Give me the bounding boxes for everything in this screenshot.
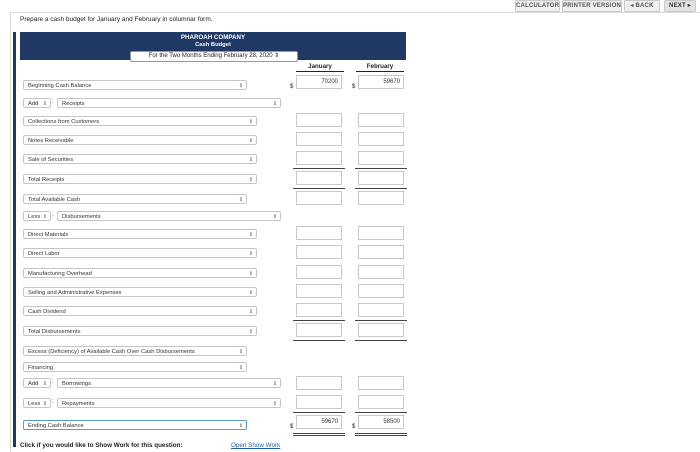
row-label: Ending Cash Balance <box>28 423 84 429</box>
row-label: Excess (Deficiency) of Available Cash Over Cash Disbursements <box>28 349 195 355</box>
add-operator-select[interactable] <box>23 98 51 108</box>
colon-separator: : <box>52 379 54 385</box>
operator-label: Less <box>28 401 41 407</box>
row-label: Receipts <box>62 101 85 107</box>
row-label: Financing <box>28 365 54 371</box>
excess-deficiency-select[interactable] <box>23 346 247 356</box>
total-available-jan-input[interactable] <box>296 191 342 205</box>
row-label: Direct Materials <box>28 232 69 238</box>
notes-feb-input[interactable] <box>358 132 404 146</box>
question-text: Prepare a cash budget for January and February in columnar form. <box>20 16 213 23</box>
subtotal-rule <box>293 168 345 169</box>
total-disb-feb-input[interactable] <box>358 323 404 337</box>
selling-feb-input[interactable] <box>358 284 404 298</box>
subtotal-rule <box>293 340 345 341</box>
beginning-cash-feb-input[interactable]: 59670 <box>358 75 404 89</box>
row-label: Disbursements <box>62 214 101 220</box>
total-disb-jan-input[interactable] <box>296 323 342 337</box>
cash-dividend-select[interactable] <box>23 306 257 316</box>
disbursements-select[interactable] <box>57 211 281 221</box>
borrowings-select[interactable] <box>57 378 281 388</box>
subtotal-rule <box>355 412 407 413</box>
chevron-updown-icon: ⇕ <box>272 101 277 107</box>
chevron-updown-icon: ⇕ <box>42 214 47 220</box>
repayments-select[interactable] <box>57 398 281 408</box>
subtotal-rule <box>293 320 345 321</box>
materials-feb-input[interactable] <box>358 226 404 240</box>
collections-select[interactable] <box>23 116 257 126</box>
operator-label: Add <box>28 101 39 107</box>
manufacturing-overhead-select[interactable] <box>23 268 257 278</box>
double-rule <box>355 435 407 436</box>
notes-receivable-select[interactable] <box>23 135 257 145</box>
double-rule <box>355 433 407 434</box>
total-receipts-feb-input[interactable] <box>358 171 404 185</box>
subtotal-rule <box>355 168 407 169</box>
beginning-cash-select[interactable] <box>23 80 247 90</box>
chevron-updown-icon: ⇕ <box>248 177 253 183</box>
next-button[interactable]: NEXT ▸ <box>664 0 696 12</box>
row-label: Notes Receivable <box>28 138 74 144</box>
overhead-jan-input[interactable] <box>296 265 342 279</box>
chevron-updown-icon: ⇕ <box>248 271 253 277</box>
colon-separator: : <box>52 212 54 218</box>
collections-jan-input[interactable] <box>296 113 342 127</box>
chevron-updown-icon: ⇕ <box>238 365 243 371</box>
period-select[interactable] <box>130 51 298 62</box>
open-show-work-link[interactable]: Open Show Work <box>231 442 281 449</box>
dollar-sign: $ <box>290 424 294 430</box>
add-operator-select-2[interactable] <box>23 378 51 388</box>
row-label: Sale of Securities <box>28 157 74 163</box>
double-rule <box>293 435 345 436</box>
column-rule <box>356 71 404 72</box>
borrowings-feb-input[interactable] <box>358 376 404 390</box>
row-label: Manufacturing Overhead <box>28 271 92 277</box>
labor-jan-input[interactable] <box>296 245 342 259</box>
company-name: PHAROAH COMPANY <box>180 34 246 41</box>
chevron-updown-icon: ⇕ <box>248 251 253 257</box>
row-label: Total Available Cash <box>28 197 81 203</box>
chevron-updown-icon: ⇕ <box>274 53 280 59</box>
dividend-feb-input[interactable] <box>358 303 404 317</box>
budget-title: Cash Budget <box>195 42 231 48</box>
chevron-updown-icon: ⇕ <box>248 309 253 315</box>
chevron-updown-icon: ⇕ <box>238 83 243 89</box>
column-january: January <box>308 63 332 70</box>
chevron-updown-icon: ⇕ <box>248 119 253 125</box>
chevron-updown-icon: ⇕ <box>272 401 277 407</box>
double-rule <box>293 433 345 434</box>
chevron-updown-icon: ⇕ <box>248 157 253 163</box>
less-operator-select-2[interactable] <box>23 398 51 408</box>
receipts-select[interactable] <box>57 98 281 108</box>
subtotal-rule <box>355 320 407 321</box>
notes-jan-input[interactable] <box>296 132 342 146</box>
overhead-feb-input[interactable] <box>358 265 404 279</box>
row-label: Collections from Customers <box>28 119 100 125</box>
chevron-updown-icon: ⇕ <box>238 423 243 429</box>
chevron-updown-icon: ⇕ <box>272 381 277 387</box>
financing-select[interactable] <box>23 362 247 372</box>
beginning-cash-jan-input[interactable]: 70200 <box>296 75 342 89</box>
total-receipts-select[interactable] <box>23 174 257 184</box>
row-label: Borrowings <box>62 381 91 387</box>
left-accent-bar <box>13 32 16 447</box>
row-label: Beginning Cash Balance <box>28 83 92 89</box>
ending-cash-feb-input[interactable]: 58500 <box>358 415 404 429</box>
calculator-button[interactable]: CALCULATOR <box>515 0 560 12</box>
row-label: Total Disbursements <box>28 329 81 335</box>
direct-labor-select[interactable] <box>23 248 257 258</box>
chevron-updown-icon: ⇕ <box>248 329 253 335</box>
selling-jan-input[interactable] <box>296 284 342 298</box>
subtotal-rule <box>355 188 407 189</box>
show-work-prompt: Click if you would like to Show Work for this question: <box>20 442 183 449</box>
collections-feb-input[interactable] <box>358 113 404 127</box>
sale-securities-select[interactable] <box>23 154 257 164</box>
dollar-sign: $ <box>290 84 294 90</box>
column-rule <box>296 71 344 72</box>
subtotal-rule <box>293 188 345 189</box>
chevron-updown-icon: ⇕ <box>248 290 253 296</box>
printer-version-button[interactable]: PRINTER VERSION <box>562 0 622 12</box>
dollar-sign: $ <box>352 424 356 430</box>
borrowings-jan-input[interactable] <box>296 376 342 390</box>
row-label: Repayments <box>62 401 95 407</box>
subtotal-rule <box>293 412 345 413</box>
chevron-updown-icon: ⇕ <box>238 197 243 203</box>
operator-label: Less <box>28 214 41 220</box>
row-label: Total Receipts <box>28 177 65 183</box>
total-available-feb-input[interactable] <box>358 191 404 205</box>
colon-separator: : <box>52 99 54 105</box>
repayments-jan-input[interactable] <box>296 395 342 409</box>
row-label: Selling and Administrative Expenses <box>28 290 122 296</box>
subtotal-rule <box>355 340 407 341</box>
repayments-feb-input[interactable] <box>358 395 404 409</box>
less-operator-select[interactable] <box>23 211 51 221</box>
chevron-updown-icon: ⇕ <box>248 232 253 238</box>
total-receipts-jan-input[interactable] <box>296 171 342 185</box>
column-february: February <box>366 63 394 70</box>
row-label: Direct Labor <box>28 251 60 257</box>
securities-feb-input[interactable] <box>358 151 404 165</box>
total-disbursements-select[interactable] <box>23 326 257 336</box>
dollar-sign: $ <box>352 84 356 90</box>
dividend-jan-input[interactable] <box>296 303 342 317</box>
chevron-updown-icon: ⇕ <box>272 214 277 220</box>
total-available-select[interactable] <box>23 194 247 204</box>
back-button[interactable]: ◂ BACK <box>624 0 660 12</box>
chevron-updown-icon: ⇕ <box>248 138 253 144</box>
ending-cash-jan-input[interactable]: 59670 <box>296 415 342 429</box>
chevron-updown-icon: ⇕ <box>42 101 47 107</box>
chevron-updown-icon: ⇕ <box>42 401 47 407</box>
row-label: Cash Dividend <box>28 309 66 315</box>
materials-jan-input[interactable] <box>296 226 342 240</box>
securities-jan-input[interactable] <box>296 151 342 165</box>
labor-feb-input[interactable] <box>358 245 404 259</box>
colon-separator: : <box>52 399 54 405</box>
chevron-updown-icon: ⇕ <box>238 349 243 355</box>
operator-label: Add <box>28 381 39 387</box>
direct-materials-select[interactable] <box>23 229 257 239</box>
selling-admin-select[interactable] <box>23 287 257 297</box>
period-label: For the Two Months Ending February 28, 2020 <box>148 53 273 59</box>
chevron-updown-icon: ⇕ <box>42 381 47 387</box>
ending-cash-select[interactable] <box>23 420 247 430</box>
